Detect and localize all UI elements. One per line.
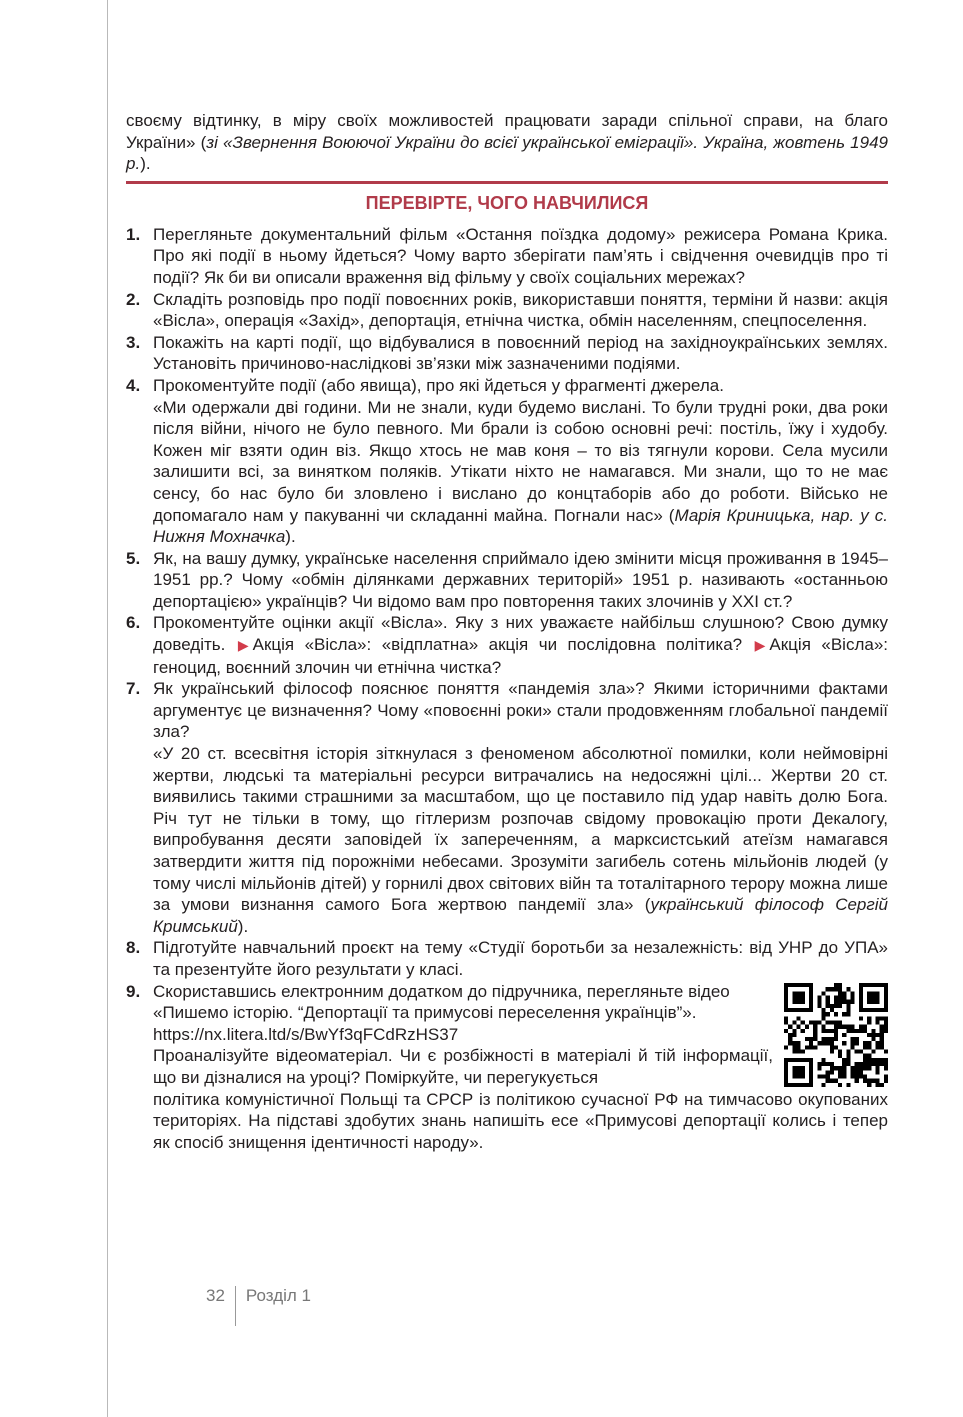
page-content: [126, 110, 888, 1153]
task-1: 1. Перегляньте документальний фільм «Остання поїздка додому» режисера Романа Крика. Про які події в ньому йдеться? Чому варто зберігати пам’ять і свідчення очевидців про ті події? Як би ви описали враження від фільму у своїх соціальних мережах?: [126, 224, 888, 287]
task-9-video-link[interactable]: Скориставшись електронним додатком до підручника, перегляньте відео «Пишемо історію. “Депортації та примусові переселення українців”». https://nx.litera.ltd/s/BwYf3qFCdRzHS37: [153, 981, 730, 1044]
task-7-quote: «У 20 ст. всесвітня історія зіткнулася з феноменом абсолютної помилки, коли неймовірні жертви, людські та матеріальні ресурси витрачались на недосяжні цілі... Жертви 20 ст. виявились такими страшними за масштабом, що це поставило під удар навіть долю Бога. Річ тут не тільки в тому, що гітлеризм розпочав свідому провокацію проти Декалогу, випробування десяти заповідей їх запереченням, а марксистський атеїзм намагався затвердити життя під порожніми небесами. Зрозуміти загибель сотень мільйонів людей (у тому числі мільйонів дітей) у горнилі двох світових війн та тоталітарного терору можна лише за умови визнання самого Бога жертвою пандемії зла» (український філософ Сергій Кримський).: [153, 744, 889, 936]
task-9-text: Проаналізуйте відеоматеріал. Чи є розбіжності в матеріалі й тій інформації, що ви дізналися на уроці? Поміркуйте, чи перегукується: [153, 1046, 773, 1087]
task-6: 6. Прокоментуйте оцінки акції «Вісла». Яку з них уважаєте найбільш слушною? Свою думку доведіть. ▶ Акція «Вісла»: «відплатна» акція чи послідовна політика? ▶ Акція «Вісла»: геноцид, воєнний злочин чи етнічна чистка?: [126, 613, 889, 677]
task-8: 8. Підготуйте навчальний проєкт на тему «Студії боротьби за незалежність: від УНР до УПА» та презентуйте його результати у класі.: [126, 938, 888, 979]
intro-text: своєму відтинку, в міру своїх можливостей працювати заради спільної справи, на благо України» (: [126, 111, 888, 152]
task-6-option-2: Акція «Вісла»: геноцид, воєнний злочин чи етнічна чистка?: [153, 635, 889, 677]
task-2: 2. Складіть розповідь про події повоєнних років, використавши поняття, терміни й назви: акція «Вісла», операція «Захід», депортація, етнічна чистка, обмін населенням, спецпоселення.: [126, 289, 888, 331]
task-2-text: Складіть розповідь про події повоєнних років, використавши поняття, терміни й назви: акція «Вісла», операція «Захід», депортація, етнічна чистка, обмін населенням, спецпоселення.: [153, 289, 888, 331]
task-8-text: Підготуйте навчальний проєкт на тему «Студії боротьби за незалежність: від УНР до УПА» та презентуйте його результати у класі.: [153, 938, 888, 979]
task-4-source: Марія Криницька, нар. у с. Нижня Мохначка: [153, 505, 889, 547]
task-3-text: Покажіть на карті події, що відбувалися в повоєнний період на західноукраїнських землях. Установіть причиново-наслідкові зв’язки між зазначеними подіями.: [153, 332, 888, 374]
qr-code-icon[interactable]: [784, 983, 888, 1087]
task-9: 9. Скориставшись електронним додатком до підручника, перегляньте відео «Пишемо історію. “Депортації та примусові переселення українців”». https://nx.litera.ltd/s/BwYf3qFCdRzHS37 Проаналізуйте відеоматеріал. Чи є розбіжності в матеріалі й тій інформації, що ви дізналися на уроці? Поміркуйте, чи перегукується політика комуністичної Польщі та СРСР із політикою сучасної РФ на тимчасово окупованих територіях. На підставі здобутих знань напишіть есе «Примусові депортації колись і тепер як спосіб знищення ідентичності народу».: [126, 981, 888, 1152]
triangle-right-icon: ▶: [237, 637, 249, 654]
task-4-text: Прокоментуйте події (або явища), про які йдеться у фрагменті джерела.: [153, 375, 724, 395]
task-4: 4. Прокоментуйте події (або явища), про які йдеться у фрагменті джерела. «Ми одержали дві години. Ми не знали, куди будемо вислані. То були трудні роки, два роки після війни, нічого не було певного. Ми брали із собою основні речі: постіль, їжу і худобу. Кожен міг взяти один віз. Якщо хтось не мав коня – то віз тягнули корови. Села мусили залишити всі, за винятком поляків. Утікати ніхто не намагався. Ми знали, що то не має сенсу, бо нас було би зловлено і вислано до концтаборів або до роботи. Військо не допомагало нам у пакуванні чи складанні майна. Погнали нас» (Марія Криницька, нар. у с. Нижня Мохначка).: [126, 375, 889, 547]
section-heading: ПЕРЕВІРТЕ, ЧОГО НАВЧИЛИСЯ: [365, 192, 649, 213]
task-5: 5. Як, на вашу думку, українське населення сприймало ідею змінити місця проживання в 1945–1951 рр.? Чому «обмін ділянками державних територій» 1951 р. називають «останньою депортацією» українців? Чи відомо вам про повторення таких злочинів у ХХІ ст.?: [126, 548, 888, 611]
task-3: 3. Покажіть на карті події, що відбувалися в повоєнний період на західноукраїнських землях. Установіть причиново-наслідкові зв’язки між зазначеними подіями.: [126, 332, 888, 374]
task-6-option-1: Акція «Вісла»: «відплатна» акція чи послідовна політика?: [252, 635, 743, 655]
task-9-essay-text: політика комуністичної Польщі та СРСР із політикою сучасної РФ на тимчасово окупованих територіях. На підставі здобутих знань напишіть есе «Примусові депортації колись і тепер як спосіб знищення ідентичності народу».: [153, 1089, 888, 1152]
task-7-text: Як український філософ пояснює поняття «пандемія зла»? Якими історичними фактами аргументує це визначення? Чому «повоєнні роки» стали продовженням глобальної пандемії зла?: [153, 679, 888, 742]
page-number: 32: [206, 1286, 225, 1305]
task-4-quote: «Ми одержали дві години. Ми не знали, куди будемо вислані. То були трудні роки, два роки після війни, нічого не було певного. Ми брали із собою основні речі: постіль, їжу і худобу. Кожен міг взяти один віз. Якщо хтось не мав коня – то віз тягнули корови. Села мусили залишити всі, за винятком поляків. Утікати ніхто не намагався. Ми знали, що то не має сенсу, бо нас було би зловлено і вислано до концтаборів або до роботи. Військо не допомагало нам у пакуванні чи складанні майна. Погнали нас» (Марія Криницька, нар. у с. Нижня Мохначка).: [153, 397, 889, 547]
section-divider: [126, 181, 888, 184]
intro-paragraph: своєму відтинку, в міру своїх можливостей працювати заради спільної справи, на благо України» (зі «Звернення Воюючої України до всієї української еміграції». Україна, жовтень 1949 р.).: [126, 111, 888, 174]
task-5-text: Як, на вашу думку, українське населення сприймало ідею змінити місця проживання в 1945–1951 рр.? Чому «обмін ділянками державних територій» 1951 р. називають «останньою депортацією» українців? Чи відомо вам про повторення таких злочинів у ХХІ ст.?: [153, 548, 888, 611]
intro-source: зі «Звернення Воюючої України до всієї української еміграції». Україна, жовтень 1949 р.: [126, 132, 888, 174]
page-footer: [206, 1286, 311, 1326]
task-6-text: Прокоментуйте оцінки акції «Вісла». Яку з них уважаєте найбільш слушною? Свою думку доведіть.: [153, 613, 888, 655]
section-label: Розділ 1: [245, 1286, 311, 1305]
task-7: 7. Як український філософ пояснює поняття «пандемія зла»? Якими історичними фактами аргументує це визначення? Чому «повоєнні роки» стали продовженням глобальної пандемії зла? «У 20 ст. всесвітня історія зіткнулася з феноменом абсолютної помилки, коли неймовірні жертви, людські та матеріальні ресурси витрачались на недосяжні цілі... Жертви 20 ст. виявились такими страшними за масштабом, що це поставило під удар навіть долю Бога. Річ тут не тільки в тому, що гітлеризм розпочав свідому провокацію проти Декалогу, випробування десяти заповідей їх запереченням, а марксистський атеїзм намагався затвердити життя під порожніми небесами. Зрозуміти загибель сотень мільйонів людей (у тому числі мільйонів дітей) у горнилі двох світових війн та тоталітарного терору можна лише за умови визнання самого Бога жертвою пандемії зла» (український філософ Сергій Кримський).: [126, 679, 889, 936]
triangle-right-icon: ▶: [754, 637, 766, 654]
task-7-source: український філософ Сергій Кримський: [153, 895, 889, 936]
page-margin-line: [107, 0, 108, 1417]
task-1-text: Перегляньте документальний фільм «Остання поїздка додому» режисера Романа Крика. Про які події в ньому йдеться? Чому варто зберігати пам’ять і свідчення очевидців про ті події? Як би ви описали враження від фільму у своїх соціальних мережах?: [153, 224, 888, 287]
